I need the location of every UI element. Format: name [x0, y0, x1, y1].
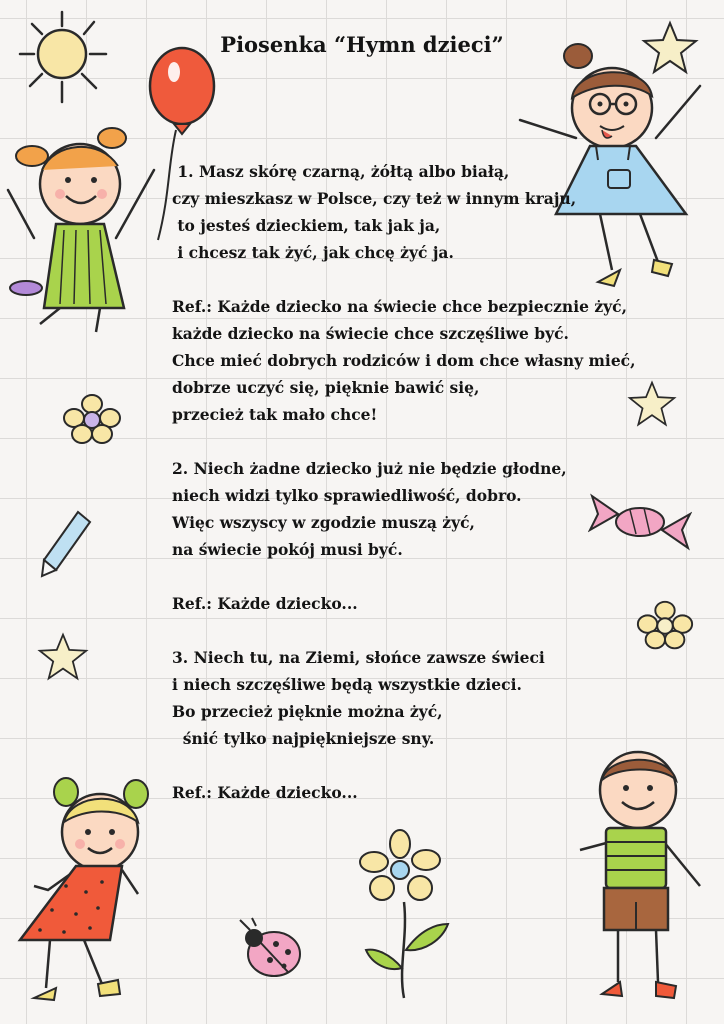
refrain — [172, 293, 672, 428]
lyric-line: czy mieszkasz w Polsce, czy też w innym kraju, — [172, 189, 577, 208]
pencil-icon — [38, 508, 94, 580]
girl-red-dress-icon — [6, 774, 166, 1010]
refrain-reference: Ref.: Każde dziecko... — [172, 594, 358, 613]
flower-icon — [60, 392, 124, 448]
stanza-gap — [172, 617, 672, 644]
lyric-line: na świecie pokój musi być. — [172, 540, 403, 559]
sun-icon — [14, 8, 114, 108]
lyric-line: Ref.: Każde dziecko na świecie chce bezpiecznie żyć, — [172, 297, 627, 316]
lyric-line: śnić tylko najpiękniejsze sny. — [172, 729, 435, 748]
lyric-line: Bo przecież pięknie można żyć, — [172, 702, 443, 721]
flower-icon — [358, 828, 458, 1000]
stanza-gap — [172, 563, 672, 590]
verse-1 — [172, 158, 672, 266]
girl-green-dress-icon — [4, 118, 164, 338]
lyric-line: niech widzi tylko sprawiedliwość, dobro. — [172, 486, 522, 505]
star-icon — [36, 632, 90, 682]
lyric-line: przecież tak mało chce! — [172, 405, 378, 424]
lyric-line: 2. Niech żadne dziecko już nie będzie głodne, — [172, 459, 567, 478]
stanza-gap — [172, 428, 672, 455]
lyric-line: to jesteś dzieckiem, tak jak ja, — [172, 216, 441, 235]
verse-3 — [172, 644, 672, 752]
lyric-line: dobrze uczyć się, pięknie bawić się, — [172, 378, 480, 397]
lyric-line: 3. Niech tu, na Ziemi, słońce zawsze świeci — [172, 648, 545, 667]
lyric-line: Chce mieć dobrych rodziców i dom chce własny mieć, — [172, 351, 636, 370]
refrain-reference: Ref.: Każde dziecko... — [172, 783, 358, 802]
lyric-line: i chcesz tak żyć, jak chcę żyć ja. — [172, 243, 454, 262]
ladybug-icon — [236, 916, 306, 980]
lyric-line: każde dziecko na świecie chce szczęśliwe być. — [172, 324, 569, 343]
boy-striped-shirt-icon — [572, 746, 712, 1006]
candy-icon — [588, 490, 692, 554]
song-lyrics — [172, 158, 672, 806]
star-icon — [626, 380, 678, 428]
stanza-gap — [172, 266, 672, 293]
flower-icon — [634, 598, 696, 654]
lyric-line: 1. Masz skórę czarną, żółtą albo białą, — [172, 162, 510, 181]
lyric-line: i niech szczęśliwe będą wszystkie dzieci. — [172, 675, 522, 694]
lyric-line: Więc wszyscy w zgodzie muszą żyć, — [172, 513, 475, 532]
page-title: Piosenka “Hymn dzieci” — [220, 32, 504, 57]
